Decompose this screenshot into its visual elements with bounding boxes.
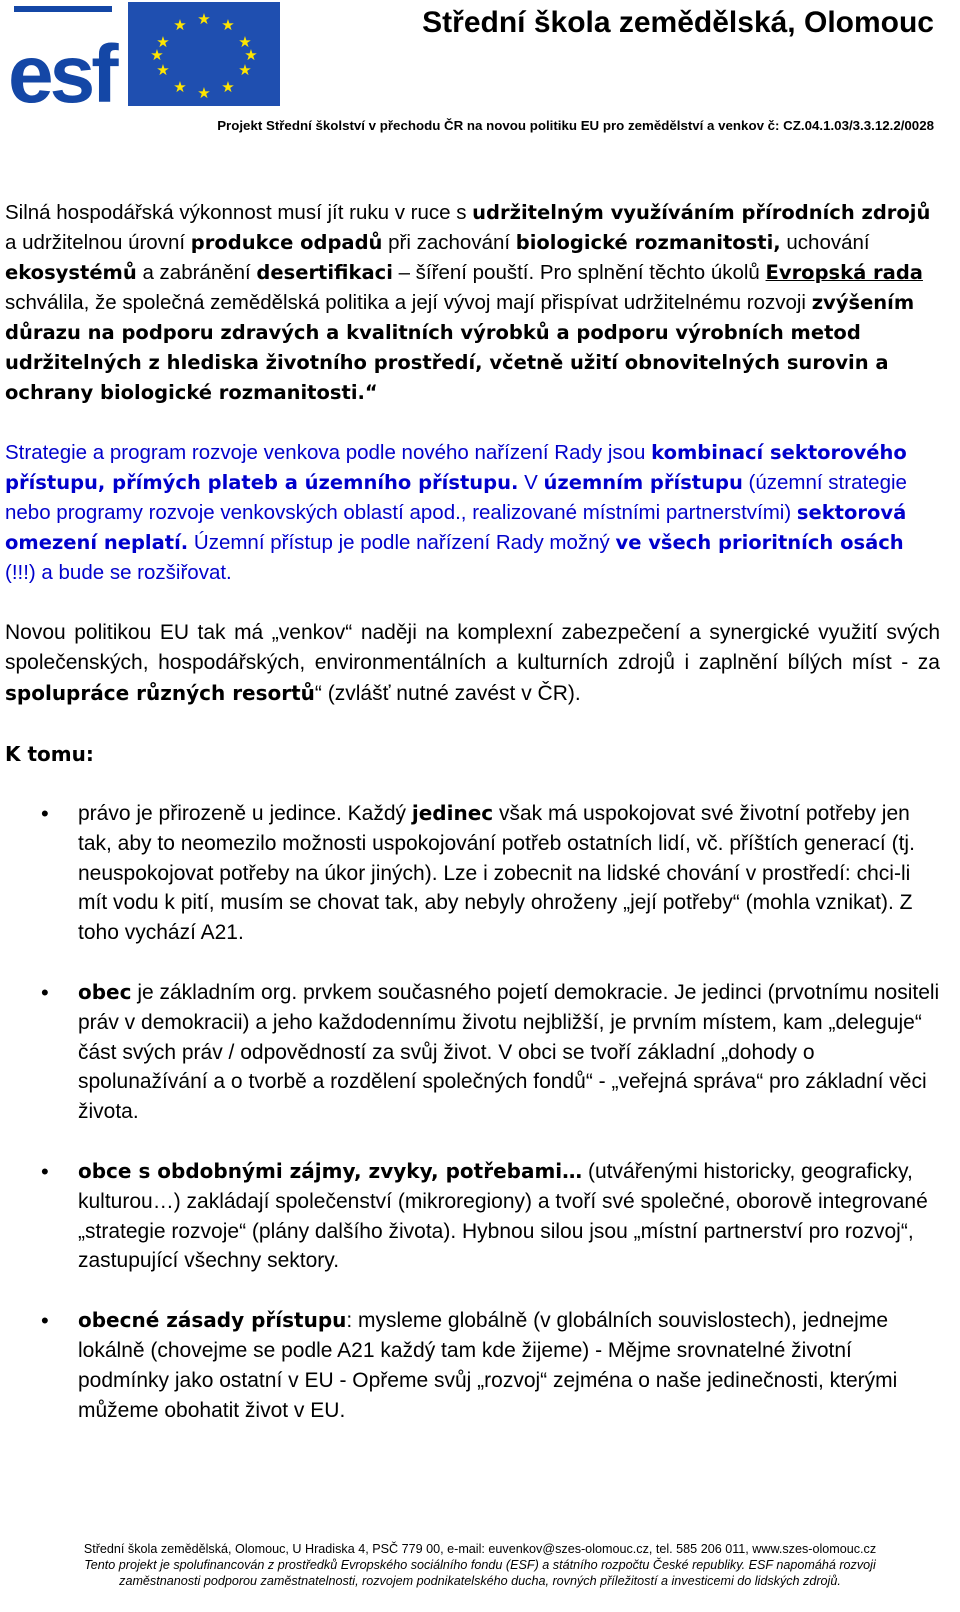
page-header — [8, 2, 952, 142]
section-heading: K tomu: — [5, 742, 94, 766]
footer-funding-2: zaměstnanosti podporou zaměstnatelnosti, rozvojem podnikatelského ducha, rovných příležitostí a investicemi do lidských zdrojů. — [119, 1574, 841, 1588]
svg-text:★: ★ — [221, 16, 235, 34]
svg-text:★: ★ — [173, 78, 187, 96]
paragraph-2: Strategie a program rozvoje venkova podle nového nařízení Rady jsou kombinací sektorového přístupu, přímých plateb a územního přístupu. V územním přístupu (územní strategie nebo programy rozvoje venkovských oblastí apod., realizované místními partnerstvími) sektorová omezení neplatí. Územní přístup je podle nařízení Rady možný ve všech prioritních osách (!!!) a bude se rozšiřovat. — [5, 441, 907, 584]
page-footer — [0, 1541, 960, 1589]
svg-text:esf: esf — [8, 29, 115, 106]
esf-logo — [8, 2, 280, 106]
list-item: • obec je základním org. prvkem současného pojetí demokracie. Je jedinci (prvotnímu nositeli práv v demokracii) a jeho každodennímu životu nejbližší, je prvním místem, kam „deleguje“ část svých práv / odpovědností za svůj život. V obci se tvoří základní „dohody o spolunažívání a o tvorbě a rozdělení společných fondů“ - „veřejná správa“ pro základní věci života. — [5, 978, 940, 1127]
svg-text:★: ★ — [150, 46, 164, 64]
svg-text:★: ★ — [197, 84, 211, 102]
svg-text:★: ★ — [244, 46, 258, 64]
svg-text:★: ★ — [238, 33, 252, 51]
paragraph-3: Novou politikou EU tak má „venkov“ naději na komplexní zabezpečení a synergické využití svých společenských, hospodářských, environmentálních a kulturních zdrojů i zaplnění bílých míst - za spolupráce různých resortů“ (zvlášť nutné zavést v ČR). — [5, 621, 940, 705]
svg-text:★: ★ — [197, 10, 211, 28]
paragraph-1: Silná hospodářská výkonnost musí jít ruku v ruce s udržitelným využíváním přírodních zdrojů a udržitelnou úrovní produkce odpadů při zachování biologické rozmanitosti, uchování ekosystémů a zabránění desertifikaci – šíření pouští. Pro splnění těchto úkolů Evropská rada schválila, že společná zemědělská politika a její vývoj mají přispívat udržitelnému rozvoji zvýšením důrazu na podporu zdravých a kvalitních výrobků a podporu výrobních metod udržitelných z hlediska životního prostředí, včetně užití obnovitelných surovin a ochrany biologické rozmanitosti.“ — [5, 201, 931, 404]
list-item: • obecné zásady přístupu: mysleme globálně (v globálních souvislostech), jednejme lokálně (chovejme se podle A21 každý tam kde žijeme) - Mějme srovnatelné životní podmínky jako ostatní v EU - Opřeme svůj „rozvoj“ zejména o naše jedinečnosti, kterými můžeme obohatit život v EU. — [5, 1306, 940, 1425]
svg-text:★: ★ — [221, 78, 235, 96]
svg-text:★: ★ — [156, 61, 170, 79]
bullet-list — [5, 799, 940, 1425]
school-title: Střední škola zemědělská, Olomouc — [422, 6, 934, 39]
evropska-rada-link: Evropská rada — [765, 261, 923, 284]
footer-funding-1: Tento projekt je spolufinancován z prostředků Evropského sociálního fondu (ESF) a státního rozpočtu České republiky. ESF napomáhá rozvoji — [84, 1558, 876, 1572]
svg-text:★: ★ — [173, 16, 187, 34]
list-item: • obce s obdobnými zájmy, zvyky, potřebami… (utvářenými historicky, geograficky, kulturou…) zakládají společenství (mikroregiony) a tvoří své společné, oborově integrované „strategie rozvoje“ (plány dalšího života). Hybnou silou jsou „místní partnerství pro rozvoj“, zastupující všechny sektory. — [5, 1157, 940, 1276]
footer-contact: Střední škola zemědělská, Olomouc, U Hradiska 4, PSČ 779 00, e-mail: euvenkov@szes-olomouc.cz, tel. 585 206 011, www.szes-olomouc.cz — [83, 1542, 877, 1556]
svg-text:★: ★ — [156, 33, 170, 51]
svg-text:★: ★ — [238, 61, 252, 79]
list-item: • právo je přirozeně u jedince. Každý jedinec však má uspokojovat své životní potřeby jen tak, aby to neomezilo možnosti uspokojování potřeb ostatních lidí, vč. příštích generací (tj. neuspokojovat potřeby na úkor jiných). Lze i zobecnit na lidské chování v prostředí: chci-li mít vodu k pití, musím se chovat tak, aby nebyly ohroženy „její potřeby“ (mohla vznikat). Z toho vychází A21. — [5, 799, 940, 948]
document-body — [5, 198, 940, 1455]
project-line: Projekt Střední školství v přechodu ČR na novou politiku EU pro zemědělství a venkov č: CZ.04.1.03/3.3.12.2/0028 — [217, 118, 934, 133]
